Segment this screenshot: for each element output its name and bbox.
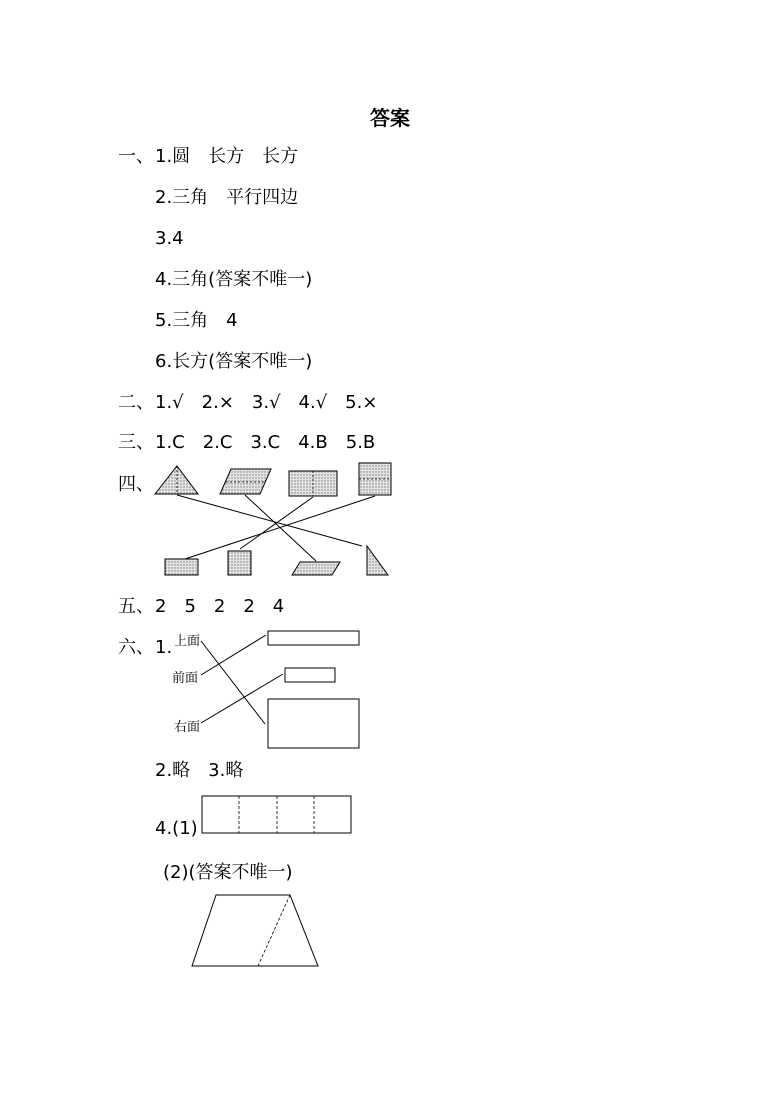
answer-1-1: 1.圆 长方 长方 [155,146,299,167]
section-5-answers: 2 5 2 2 4 [155,596,285,617]
page-title: 答案 [370,106,410,130]
matching-lines [177,495,375,561]
label-top-view: 上面 [174,634,201,649]
section-6-item-4-1: 4.(1) [155,818,198,839]
section-6-item-1: 1. [155,637,173,658]
piece-right-triangle [367,546,388,575]
answer-1-2: 2.三角 平行四边 [155,187,299,208]
section-2-marker: 二、 [118,392,154,413]
section-4-marker: 四、 [118,474,154,495]
cut-triangle-figure [155,466,198,494]
section-2-answers: 1.√ 2.× 3.√ 4.√ 5.× [155,392,378,413]
answer-1-6: 6.长方(答案不唯一) [155,351,313,372]
unfolded-rectangle-figure [202,796,351,833]
trapezoid-figure [192,895,318,966]
section-3-answers: 1.C 2.C 3.C 4.B 5.B [155,432,376,453]
piece-parallelogram [292,562,340,575]
section-6-marker: 六、 [118,637,154,658]
label-right-view: 右面 [174,720,201,735]
views-figure [201,631,359,748]
section-3-marker: 三、 [118,432,154,453]
section-5-marker: 五、 [118,596,154,617]
section-1-marker: 一、 [118,146,154,167]
label-front-view: 前面 [172,671,199,686]
cut-parallelogram-figure [220,469,271,494]
cut-rectangle-figure [289,471,337,496]
answer-1-3: 3.4 [155,228,184,249]
section-6-item-4-2: (2)(答案不唯一) [163,862,293,883]
answer-1-5: 5.三角 4 [155,310,238,331]
piece-square [228,551,251,575]
answer-1-4: 4.三角(答案不唯一) [155,269,313,290]
cut-square-figure [359,463,391,495]
section-6-item-2-3: 2.略 3.略 [155,760,244,781]
piece-rectangle [165,559,198,575]
